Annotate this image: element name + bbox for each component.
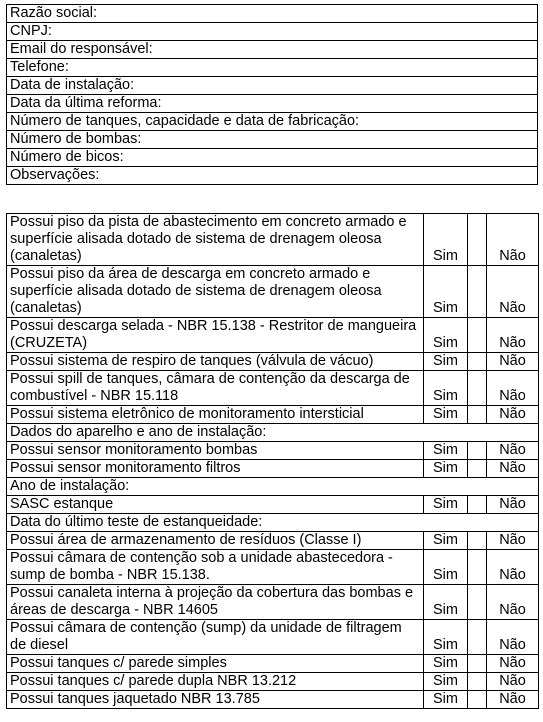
checklist-row [7, 655, 539, 673]
info-field-row [7, 5, 538, 23]
question-text: Possui sistema de respiro de tanques (válvula de vácuo) [7, 353, 424, 371]
checklist-row [7, 620, 539, 655]
checklist-row [7, 214, 539, 266]
no-option[interactable]: Não [487, 620, 539, 655]
question-text: Possui spill de tanques, câmara de contenção da descarga de combustível - NBR 15.118 [7, 371, 424, 406]
section-header-label: Dados do aparelho e ano de instalação: [7, 424, 424, 442]
info-field-row [7, 59, 538, 77]
section-header-row [7, 424, 539, 442]
header-empty-cell [487, 478, 539, 496]
no-option[interactable]: Não [487, 655, 539, 673]
info-field-row [7, 131, 538, 149]
info-field-label[interactable]: Data de instalação: [7, 77, 538, 95]
info-field-label[interactable]: Razão social: [7, 5, 538, 23]
spacer-cell [468, 353, 487, 371]
no-option[interactable]: Não [487, 550, 539, 585]
yes-option[interactable]: Sim [424, 266, 468, 318]
spacer-cell [468, 532, 487, 550]
no-option[interactable]: Não [487, 406, 539, 424]
question-text: Possui canaleta interna à projeção da cobertura das bombas e áreas de descarga - NBR 14605 [7, 585, 424, 620]
question-text: Possui tanques c/ parede simples [7, 655, 424, 673]
checklist-row [7, 442, 539, 460]
info-field-label[interactable]: Observações: [7, 167, 538, 185]
no-option[interactable]: Não [487, 691, 539, 709]
question-text: Possui descarga selada - NBR 15.138 - Restritor de mangueira (CRUZETA) [7, 318, 424, 353]
no-option[interactable]: Não [487, 214, 539, 266]
info-field-label[interactable]: Data da última reforma: [7, 95, 538, 113]
question-text: SASC estanque [7, 496, 424, 514]
question-text: Possui tanques jaquetado NBR 13.785 [7, 691, 424, 709]
yes-option[interactable]: Sim [424, 532, 468, 550]
yes-option[interactable]: Sim [424, 442, 468, 460]
question-text: Possui área de armazenamento de resíduos (Classe I) [7, 532, 424, 550]
info-field-row [7, 113, 538, 131]
checklist-row [7, 691, 539, 709]
question-text: Possui sistema eletrônico de monitoramento intersticial [7, 406, 424, 424]
spacer-cell [468, 442, 487, 460]
checklist-row [7, 406, 539, 424]
header-empty-cell [487, 514, 539, 532]
yes-option[interactable]: Sim [424, 620, 468, 655]
yes-option[interactable]: Sim [424, 406, 468, 424]
spacer-cell [468, 460, 487, 478]
no-option[interactable]: Não [487, 353, 539, 371]
checklist-row [7, 266, 539, 318]
yes-option[interactable]: Sim [424, 655, 468, 673]
no-option[interactable]: Não [487, 318, 539, 353]
no-option[interactable]: Não [487, 442, 539, 460]
yes-option[interactable]: Sim [424, 214, 468, 266]
spacer-cell [468, 550, 487, 585]
spacer-cell [468, 371, 487, 406]
no-option[interactable]: Não [487, 496, 539, 514]
yes-option[interactable]: Sim [424, 371, 468, 406]
yes-option[interactable]: Sim [424, 585, 468, 620]
checklist-row [7, 460, 539, 478]
yes-option[interactable]: Sim [424, 353, 468, 371]
header-empty-cell [487, 424, 539, 442]
yes-option[interactable]: Sim [424, 550, 468, 585]
no-option[interactable]: Não [487, 460, 539, 478]
question-text: Possui câmara de contenção (sump) da unidade de filtragem de diesel [7, 620, 424, 655]
spacer-cell [468, 655, 487, 673]
spacer-cell [468, 496, 487, 514]
question-text: Possui câmara de contenção sob a unidade abastecedora - sump de bomba - NBR 15.138. [7, 550, 424, 585]
info-field-label[interactable]: Número de tanques, capacidade e data de fabricação: [7, 113, 538, 131]
checklist-row [7, 353, 539, 371]
no-option[interactable]: Não [487, 585, 539, 620]
spacer-cell [468, 478, 487, 496]
question-text: Possui sensor monitoramento filtros [7, 460, 424, 478]
checklist-row [7, 550, 539, 585]
info-field-label[interactable]: Email do responsável: [7, 41, 538, 59]
question-text: Possui piso da pista de abastecimento em concreto armado e superfície alisada dotado de sistema de drenagem oleosa (canaletas) [7, 214, 424, 266]
spacer-cell [468, 585, 487, 620]
info-field-label[interactable]: Telefone: [7, 59, 538, 77]
checklist-row [7, 585, 539, 620]
no-option[interactable]: Não [487, 532, 539, 550]
info-field-row [7, 149, 538, 167]
info-field-label[interactable]: Número de bombas: [7, 131, 538, 149]
spacer-cell [468, 673, 487, 691]
section-header-label: Ano de instalação: [7, 478, 424, 496]
checklist-row [7, 673, 539, 691]
header-empty-cell [424, 514, 468, 532]
header-empty-cell [424, 424, 468, 442]
info-field-row [7, 41, 538, 59]
spacer-cell [468, 406, 487, 424]
header-empty-cell [424, 478, 468, 496]
yes-option[interactable]: Sim [424, 318, 468, 353]
spacer-cell [468, 424, 487, 442]
yes-option[interactable]: Sim [424, 691, 468, 709]
identification-form [6, 4, 538, 185]
info-field-row [7, 23, 538, 41]
section-header-row [7, 478, 539, 496]
section-header-label: Data do último teste de estanqueidade: [7, 514, 424, 532]
question-text: Possui sensor monitoramento bombas [7, 442, 424, 460]
no-option[interactable]: Não [487, 673, 539, 691]
info-field-row [7, 95, 538, 113]
question-text: Possui tanques c/ parede dupla NBR 13.212 [7, 673, 424, 691]
checklist-row [7, 318, 539, 353]
info-field-row [7, 167, 538, 185]
yes-option[interactable]: Sim [424, 460, 468, 478]
spacer-cell [468, 266, 487, 318]
spacer-cell [468, 691, 487, 709]
spacer-cell [468, 318, 487, 353]
info-field-label[interactable]: Número de bicos: [7, 149, 538, 167]
checklist-row [7, 496, 539, 514]
question-text: Possui piso da área de descarga em concreto armado e superfície alisada dotado de sistema de drenagem oleosa (canaletas) [7, 266, 424, 318]
checklist-row [7, 371, 539, 406]
section-header-row [7, 514, 539, 532]
no-option[interactable]: Não [487, 371, 539, 406]
info-field-label[interactable]: CNPJ: [7, 23, 538, 41]
spacer-cell [468, 514, 487, 532]
spacer-cell [468, 620, 487, 655]
info-field-row [7, 77, 538, 95]
spacer-cell [468, 214, 487, 266]
no-option[interactable]: Não [487, 266, 539, 318]
yes-option[interactable]: Sim [424, 673, 468, 691]
yes-option[interactable]: Sim [424, 496, 468, 514]
checklist-row [7, 532, 539, 550]
checklist-table [6, 213, 539, 709]
